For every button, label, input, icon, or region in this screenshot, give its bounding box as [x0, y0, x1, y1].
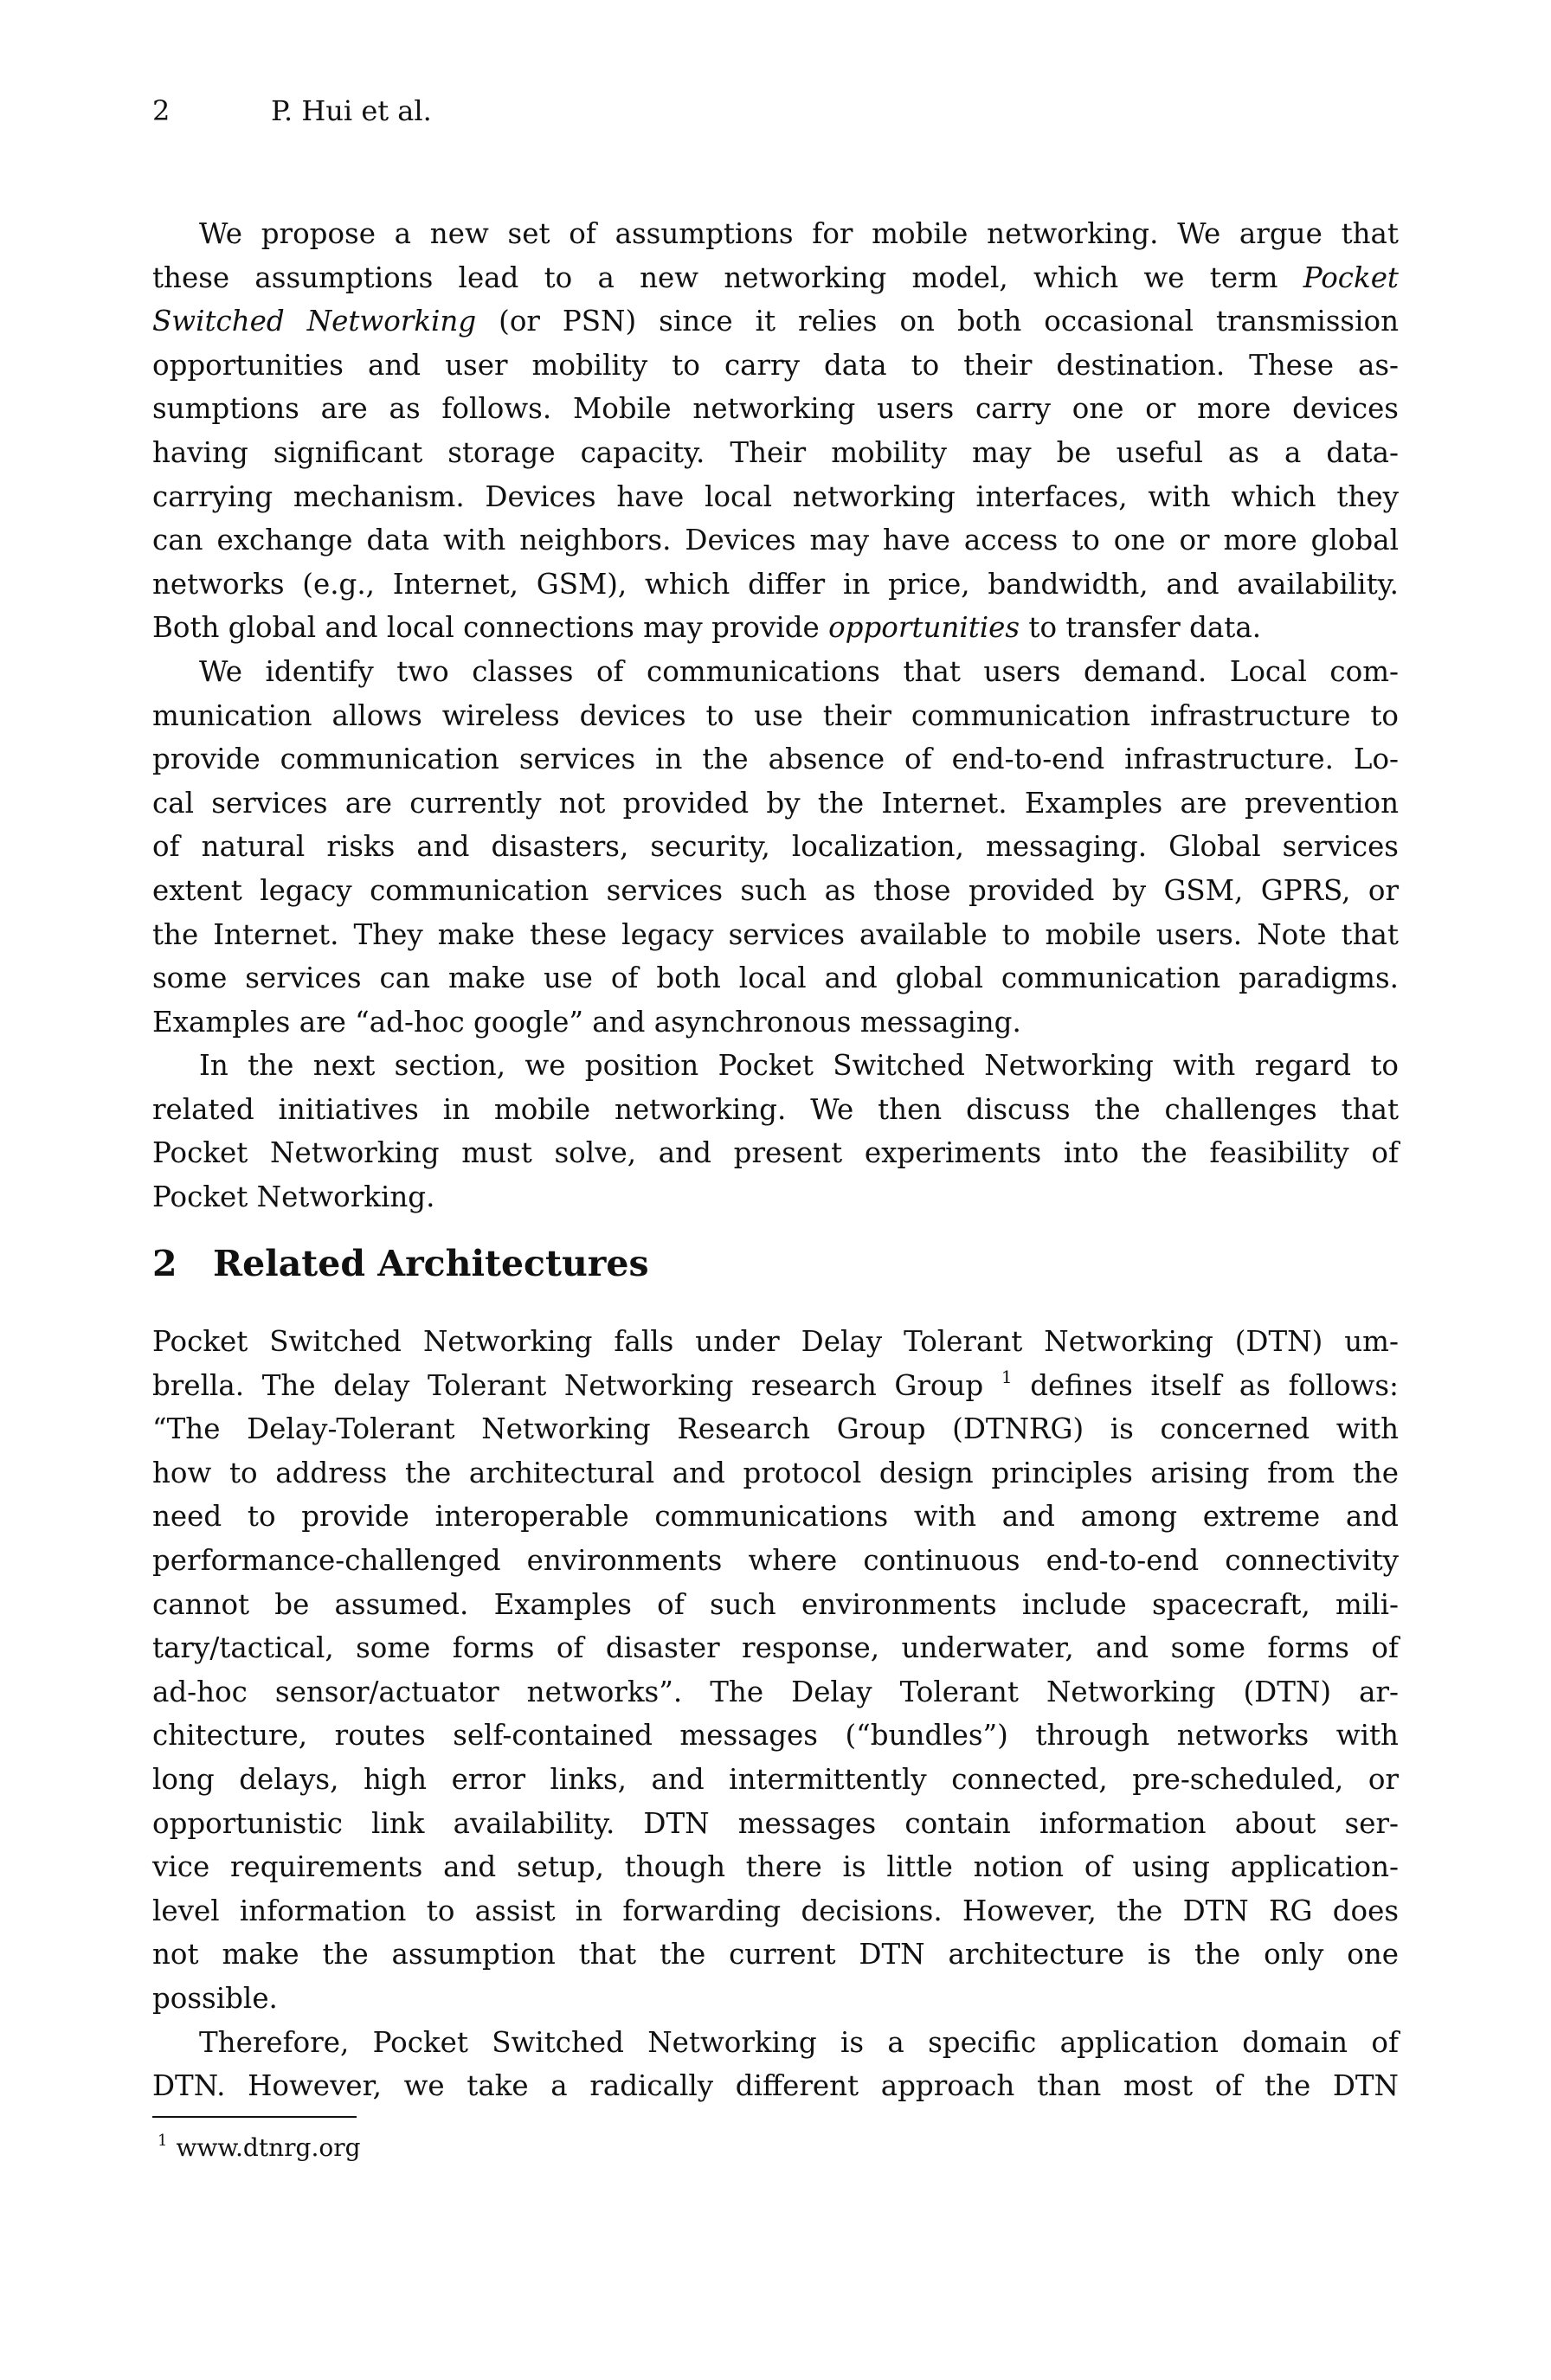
footnote — [152, 2131, 361, 2165]
page-number: 2 — [152, 94, 171, 127]
text-line: long delays, high error links, and intermittently connected, pre-scheduled, or — [152, 1762, 1399, 1796]
text-line: can exchange data with neighbors. Devices may have access to one or more global — [152, 524, 1399, 557]
text-line: opportunistic link availability. DTN messages contain information about ser- — [152, 1806, 1399, 1840]
section-title: Related Architectures — [213, 1243, 649, 1284]
text-line: Therefore, Pocket Switched Networking is a specific application domain of — [199, 2025, 1399, 2059]
text-line: the Internet. They make these legacy services available to mobile users. Note that — [152, 917, 1399, 951]
section-number: 2 — [152, 1243, 177, 1284]
text-line: brella. The delay Tolerant Networking research Group $^1$ defines itself as follows: — [152, 1366, 1399, 1402]
footnote-rule — [152, 2116, 357, 2118]
text-line: carrying mechanism. Devices have local networking interfaces, with which they — [152, 479, 1399, 513]
text-line: vice requirements and setup, though there is little notion of using application- — [152, 1850, 1399, 1884]
emphasis: Switched Networking — [152, 305, 477, 338]
emphasis: opportunities — [828, 611, 1020, 645]
text-line: performance-challenged environments where continuous end-to-end connectivity — [152, 1543, 1399, 1577]
text-line: need to provide interoperable communications with and among extreme and — [152, 1500, 1399, 1534]
text-line: opportunities and user mobility to carry data to their destination. These as- — [152, 348, 1399, 382]
text-line: extent legacy communication services such as those provided by GSM, GPRS, or — [152, 873, 1399, 907]
running-head-authors: P. Hui et al. — [271, 94, 432, 127]
text-line: DTN. However, we take a radically different approach than most of the DTN — [152, 2069, 1399, 2103]
footnote-link[interactable]: www.dtnrg.org — [176, 2133, 361, 2162]
text-line: of natural risks and disasters, security, localization, messaging. Global services — [152, 830, 1399, 864]
emphasis: Pocket — [1303, 261, 1399, 294]
text-line: ad-hoc sensor/actuator networks”. The Delay Tolerant Networking (DTN) ar- — [152, 1675, 1399, 1708]
text-line: not make the assumption that the current DTN architecture is the only one — [152, 1938, 1399, 1972]
footnote-mark: 1 — [158, 2132, 168, 2150]
footnote-ref[interactable]: 1 — [1001, 1366, 1013, 1387]
text-line: chitecture, routes self-contained messages (“bundles”) through networks with — [152, 1719, 1399, 1753]
text-line: related initiatives in mobile networking. We then discuss the challenges that — [152, 1092, 1399, 1126]
text-line: some services can make use of both local and global communication paradigms. — [152, 962, 1399, 995]
related-architectures-text — [152, 1320, 1399, 2108]
text-line: how to address the architectural and protocol design principles arising from the — [152, 1456, 1399, 1489]
text-line: munication allows wireless devices to use their communication infrastructure to — [152, 698, 1399, 732]
text-line: possible. — [152, 1981, 278, 2015]
text-line: Pocket Networking. — [152, 1180, 435, 1214]
text-line: provide communication services in the absence of end-to-end infrastructure. Lo- — [152, 743, 1399, 776]
text-line: We propose a new set of assumptions for mobile networking. We argue that — [199, 217, 1399, 250]
text-line: “The Delay-Tolerant Networking Research Group (DTNRG) is concerned with — [152, 1412, 1399, 1446]
text-line: cal services are currently not provided by the Internet. Examples are prevention — [152, 786, 1399, 820]
text-line: networks (e.g., Internet, GSM), which differ in price, bandwidth, and availability. — [152, 567, 1399, 601]
section-heading — [152, 1239, 649, 1288]
text-line: Switched Networking (or PSN) since it relies on both occasional transmission — [152, 305, 1400, 338]
text-line: level information to assist in forwarding decisions. However, the DTN RG does — [152, 1894, 1399, 1927]
text-line: cannot be assumed. Examples of such environments include spacecraft, mili- — [152, 1587, 1399, 1621]
text-line: Pocket Switched Networking falls under Delay Tolerant Networking (DTN) um- — [152, 1325, 1399, 1358]
text-line: In the next section, we position Pocket Switched Networking with regard to — [199, 1049, 1399, 1083]
text-line: Pocket Networking must solve, and present experiments into the feasibility of — [152, 1136, 1399, 1170]
text-line: Examples are “ad-hoc google” and asynchronous messaging. — [152, 1005, 1021, 1039]
text-line: having significant storage capacity. Their mobility may be useful as a data- — [152, 435, 1399, 469]
text-line: these assumptions lead to a new networking model, which we term Pocket — [152, 261, 1399, 294]
text-line: We identify two classes of communications that users demand. Local com- — [199, 654, 1399, 688]
text-line: Both global and local connections may provide opportunities to transfer data. — [152, 611, 1262, 645]
text-line: tary/tactical, some forms of disaster response, underwater, and some forms of — [152, 1631, 1399, 1665]
intro-text — [152, 212, 1399, 1219]
text-line: sumptions are as follows. Mobile networking users carry one or more devices — [152, 392, 1399, 426]
